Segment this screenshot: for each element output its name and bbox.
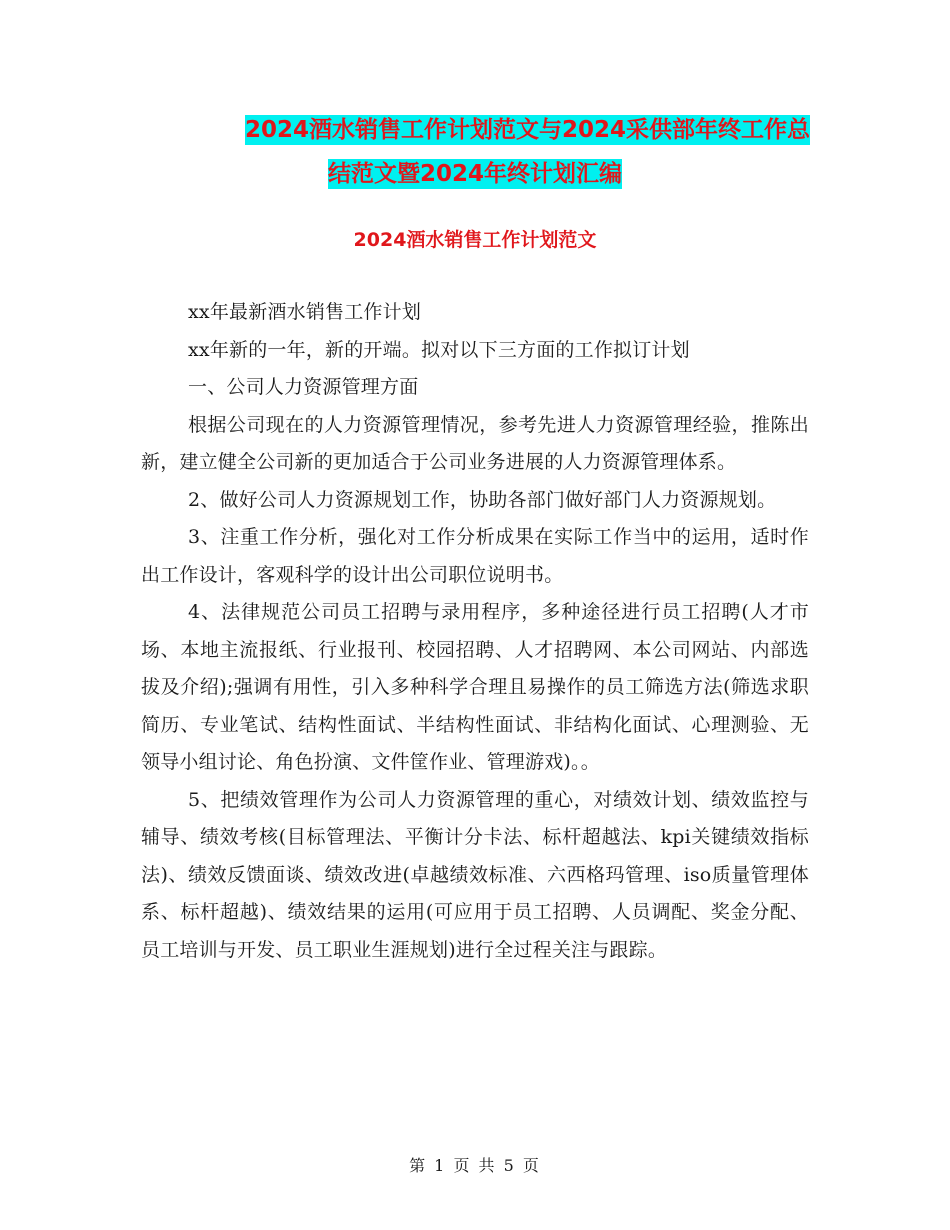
paragraph: 根据公司现在的人力资源管理情况，参考先进人力资源管理经验，推陈出新，建立健全公司新的更加适合于公司业务进展的人力资源管理体系。 — [141, 413, 809, 473]
page-footer: 第 1 页 共 5 页 — [409, 1156, 541, 1175]
paragraph: 5、把绩效管理作为公司人力资源管理的重心，对绩效计划、绩效监控与辅导、绩效考核(目标管理法、平衡计分卡法、标杆超越法、kpi关键绩效指标法)、绩效反馈面谈、绩效改进(卓越绩效标准、六西格玛管理、iso质量管理体系、标杆超越)、绩效结果的运用(可应用于员工招聘、人员调配、奖金分配、员工培训与开发、员工职业生涯规划)进行全过程关注与跟踪。 — [141, 788, 809, 961]
document-title-line1: 2024酒水销售工作计划范文与2024采供部年终工作总 — [244, 117, 810, 143]
document-title — [140, 108, 810, 196]
paragraph: 4、法律规范公司员工招聘与录用程序，多种途径进行员工招聘(人才市场、本地主流报纸、行业报刊、校园招聘、人才招聘网、本公司网站、内部选拔及介绍);强调有用性，引入多种科学合理且易操作的员工筛选方法(筛选求职简历、专业笔试、结构性面试、半结构性面试、非结构化面试、心理测验、无领导小组讨论、角色扮演、文件筐作业、管理游戏)。。 — [141, 601, 809, 773]
paragraph: 2、做好公司人力资源规划工作，协助各部门做好部门人力资源规划。 — [188, 488, 777, 511]
paragraph: 一、公司人力资源管理方面 — [188, 376, 419, 398]
document-title-line2: 结范文暨2024年终计划汇编 — [327, 161, 622, 187]
document-body — [141, 294, 809, 969]
section-title: 2024酒水销售工作计划范文 — [353, 229, 597, 251]
paragraph: 3、注重工作分析，强化对工作分析成果在实际工作当中的运用，适时作出工作设计，客观科学的设计出公司职位说明书。 — [141, 526, 809, 586]
paragraph: xx年最新酒水销售工作计划 — [188, 301, 422, 323]
paragraph: xx年新的一年，新的开端。拟对以下三方面的工作拟订计划 — [188, 338, 690, 361]
